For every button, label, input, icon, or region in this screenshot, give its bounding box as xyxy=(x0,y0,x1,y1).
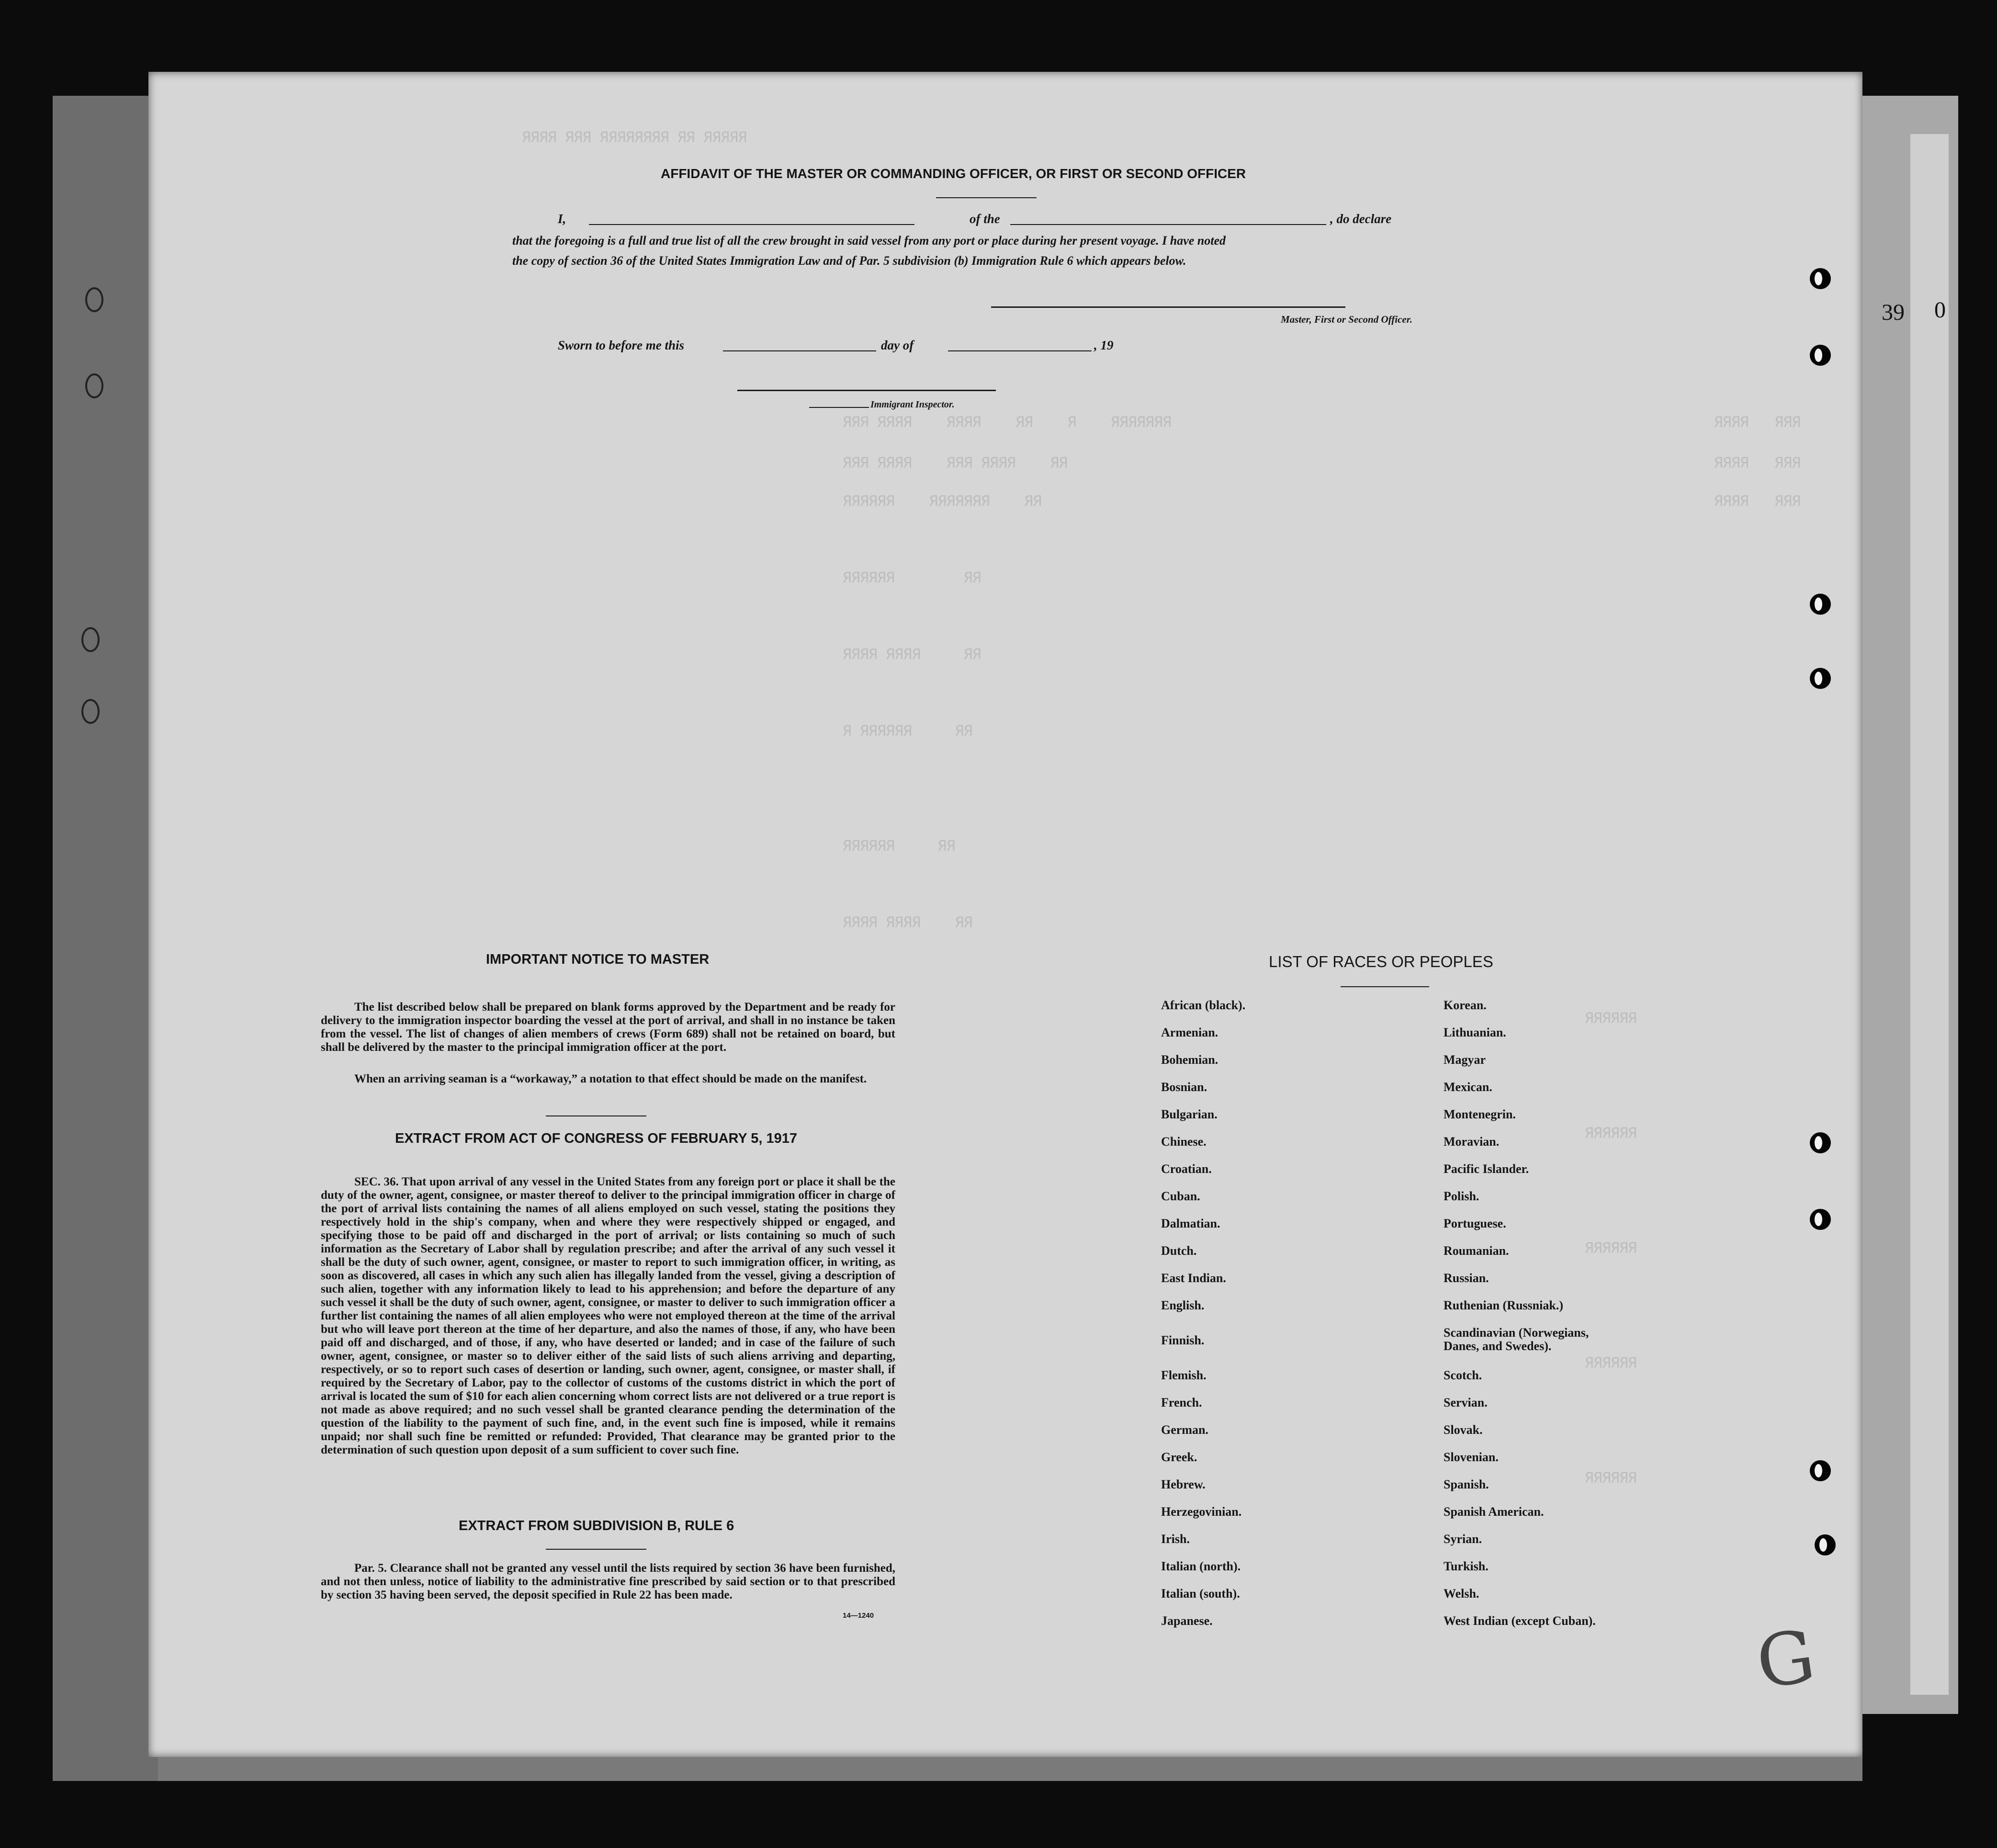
right-sheet-strip xyxy=(1910,134,1949,1695)
race-left-item: Chinese. xyxy=(1161,1135,1207,1149)
race-right-item: Syrian. xyxy=(1444,1532,1482,1546)
race-left-item: Bohemian. xyxy=(1161,1053,1219,1067)
handwritten-mark: G xyxy=(1751,1614,1820,1705)
extract-act-body: SEC. 36. That upon arrival of any vessel in the United States from any foreign port or place it shall be the duty of the owner, agent, consignee, or master thereof to deliver to the principal immigration officer in charge of the port of arrival lists containing the names of all aliens employed on such vessel, stating the positions they respectively hold in the ship's company, when and where they were respectively shipped or engaged, and specifying those to be paid off and discharged in the port of arrival; or lists containing so much of such information as the Secretary of Labor shall by regulation prescribe; and after the arrival of any such vessel it shall be the duty of such owner, agent, consignee, or master to report to such immigration officer, in writing, as soon as discovered, all cases in which any such alien has illegally landed from the vessel, giving a description of such alien, together with any information likely to lead to his apprehension; and before the departure of any such vessel it shall be the duty of such owner, agent, consignee, or master to deliver to such immigration officer a further list containing the names of all alien employees who were not employed thereon at the time of the arrival but who will leave port thereon at the time of her departure, and also the names of those, if any, who have been paid off and discharged, and of those, if any, who have deserted or landed; and in case of the failure of such owner, agent, consignee, or master so to deliver either of the said lists of such aliens arriving and departing, respectively, or so to report such cases of desertion or landing, such owner, agent, consignee, or master shall, if required by the Secretary of Labor, pay to the collector of customs of the customs district in which the port of arrival is located the sum of $10 for each alien concerning whom correct lists are not delivered or a true report is not made as above required; and no such vessel shall be granted clearance pending the determination of the question of the liability to the payment of such fine, and, in the event such fine is imposed, while it remains unpaid; nor shall such fine be remitted or refunded: Provided, That clearance may be granted prior to the determination of such question upon deposit of a sum sufficient to cover such fine. xyxy=(321,1175,895,1456)
form-number: 14—1240 xyxy=(843,1611,874,1620)
master-signature-line xyxy=(991,306,1345,308)
binder-ring-mark xyxy=(85,373,103,398)
bleed-through-text: ЯЯЯЯ ЯЯЯ xyxy=(1714,493,1801,510)
bleed-through-text: ЯЯЯЯ ЯЯЯ xyxy=(1714,414,1801,431)
bleed-through-text: ЯЯЯЯЯЯ xyxy=(1585,1470,1637,1487)
bleed-through-text: ЯЯЯ ЯЯЯЯ ЯЯЯ ЯЯЯЯ ЯЯ xyxy=(843,455,1068,472)
race-right-item: Korean. xyxy=(1444,998,1487,1012)
race-right-item: Polish. xyxy=(1444,1189,1479,1203)
race-left-item: Hebrew. xyxy=(1161,1477,1206,1491)
manifest-page xyxy=(148,72,1862,1757)
race-left-item: Greek. xyxy=(1161,1450,1197,1464)
sworn-label: Sworn to before me this xyxy=(558,338,685,352)
day-of-label: day of xyxy=(881,338,914,352)
race-left-item: Italian (north). xyxy=(1161,1559,1241,1573)
race-left-item: African (black). xyxy=(1161,998,1246,1012)
affidavit-line-1: that the foregoing is a full and true list of all the crew brought in said vessel from any port or place during her present voyage. I have noted xyxy=(512,234,1226,248)
year-label: , 19 xyxy=(1094,338,1114,352)
extract-rule-body: Par. 5. Clearance shall not be granted any vessel until the lists required by section 36 have been furnished, and not then unless, notice of liability to the administrative fine prescribed by said section or to that prescribed by section 35 having been served, the deposit specified in Rule 22 has been made. xyxy=(321,1562,895,1601)
notice-paragraph-2: When an arriving seaman is a “workaway,” a notation to that effect should be made on the manifest. xyxy=(354,1072,867,1085)
race-left-item: Dalmatian. xyxy=(1161,1217,1220,1230)
race-left-item: East Indian. xyxy=(1161,1271,1226,1285)
underlying-sheet-left xyxy=(53,96,158,1781)
punch-hole xyxy=(1810,345,1831,366)
race-right-item: Scotch. xyxy=(1444,1368,1482,1382)
section-divider xyxy=(546,1549,646,1550)
bleed-through-text: ЯЯЯЯЯЯ xyxy=(1585,1125,1637,1142)
race-left-item: Finnish. xyxy=(1161,1333,1205,1347)
race-left-item: Dutch. xyxy=(1161,1244,1197,1258)
master-signature-caption: Master, First or Second Officer. xyxy=(1281,314,1412,325)
race-right-item: Turkish. xyxy=(1444,1559,1489,1573)
notice-title: IMPORTANT NOTICE TO MASTER xyxy=(486,952,710,967)
race-left-item: Irish. xyxy=(1161,1532,1190,1546)
punch-hole xyxy=(1810,1209,1831,1230)
race-right-item: Spanish. xyxy=(1444,1477,1489,1491)
punch-hole xyxy=(1810,594,1831,615)
race-left-item: Bulgarian. xyxy=(1161,1107,1218,1121)
race-right-item: Slovenian. xyxy=(1444,1450,1499,1464)
notice-paragraph-1: The list described below shall be prepared on blank forms approved by the Department and be ready for delivery to the immigration inspector boarding the vessel at the port of arrival, and shall in no instance be taken from the vessel. The list of changes of alien members of crews (Form 689) shall not be retained on board, but shall be delivered by the master to the principal immigration officer at the port. xyxy=(321,1001,895,1054)
race-left-item: Armenian. xyxy=(1161,1025,1219,1039)
binder-ring-mark xyxy=(85,287,103,312)
race-right-item: Mexican. xyxy=(1444,1080,1492,1094)
race-left-item: French. xyxy=(1161,1396,1202,1409)
race-right-item: Montenegrin. xyxy=(1444,1107,1516,1121)
inspector-short-line xyxy=(809,407,869,408)
bleed-through-text: ЯЯЯЯ ЯЯЯ ЯЯЯЯЯЯЯЯ ЯЯ ЯЯЯЯЯ xyxy=(522,129,747,146)
bleed-through-text: ЯЯЯЯЯЯ xyxy=(1585,1010,1637,1027)
race-right-item: Welsh. xyxy=(1444,1587,1479,1600)
bleed-through-text: ЯЯЯЯЯЯ ЯЯЯЯЯЯЯ ЯЯ xyxy=(843,493,1042,510)
punch-hole xyxy=(1810,668,1831,689)
race-right-item: Portuguese. xyxy=(1444,1217,1506,1230)
punch-hole xyxy=(1810,1460,1831,1481)
race-left-item: Herzegovinian. xyxy=(1161,1505,1242,1519)
race-right-item: Servian. xyxy=(1444,1396,1488,1409)
bleed-through-text: ЯЯЯЯЯЯ ЯЯ xyxy=(843,570,981,586)
title-underline xyxy=(936,197,1037,198)
bleed-through-text: ЯЯЯЯЯЯ ЯЯ xyxy=(843,838,955,855)
extract-rule-title: EXTRACT FROM SUBDIVISION B, RULE 6 xyxy=(459,1518,734,1533)
race-left-item: German. xyxy=(1161,1423,1208,1437)
race-right-item: Scandinavian (Norwegians, Danes, and Swedes). xyxy=(1444,1326,1589,1353)
inspector-caption: Immigrant Inspector. xyxy=(870,399,955,410)
bleed-through-text: ЯЯЯЯ ЯЯЯЯ ЯЯ xyxy=(843,646,981,663)
vessel-blank-line xyxy=(1010,224,1326,225)
race-left-item: Croatian. xyxy=(1161,1162,1212,1176)
margin-digit: 0 xyxy=(1934,297,1946,323)
race-left-item: Italian (south). xyxy=(1161,1587,1240,1600)
binder-ring-mark xyxy=(81,699,100,724)
race-left-item: Cuban. xyxy=(1161,1189,1200,1203)
race-right-item: Pacific Islander. xyxy=(1444,1162,1529,1176)
race-right-item: Magyar xyxy=(1444,1053,1486,1067)
bleed-through-text: ЯЯЯЯ ЯЯЯ xyxy=(1714,455,1801,472)
affidavit-line-2: the copy of section 36 of the United States Immigration Law and of Par. 5 subdivision (b) Immigration Rule 6 which appears below. xyxy=(512,254,1186,268)
race-right-item: West Indian (except Cuban). xyxy=(1444,1614,1596,1628)
extract-act-title: EXTRACT FROM ACT OF CONGRESS OF FEBRUARY 5, 1917 xyxy=(395,1131,798,1146)
race-right-item: Lithuanian. xyxy=(1444,1025,1506,1039)
bleed-through-text: ЯЯЯЯЯЯ xyxy=(1585,1355,1637,1372)
bleed-through-text: Я ЯЯЯЯЯЯ ЯЯ xyxy=(843,723,972,740)
race-right-item: Spanish American. xyxy=(1444,1505,1544,1519)
affidavit-title: AFFIDAVIT OF THE MASTER OR COMMANDING OFFICER, OR FIRST OR SECOND OFFICER xyxy=(661,166,1246,181)
affidavit-declare-label: , do declare xyxy=(1330,212,1392,226)
affidavit-of-the-label: of the xyxy=(970,212,1000,226)
race-right-item: Moravian. xyxy=(1444,1135,1500,1149)
race-right-item: Russian. xyxy=(1444,1271,1489,1285)
binder-ring-mark xyxy=(81,627,100,652)
inspector-signature-line xyxy=(737,390,996,391)
punch-hole xyxy=(1815,1534,1836,1555)
race-right-item: Slovak. xyxy=(1444,1423,1483,1437)
sworn-day-line xyxy=(723,350,876,351)
race-right-item: Roumanian. xyxy=(1444,1244,1509,1258)
bleed-through-text: ЯЯЯЯЯЯ xyxy=(1585,1240,1637,1257)
sworn-month-line xyxy=(948,350,1092,351)
bleed-through-text: ЯЯЯ ЯЯЯЯ ЯЯЯЯ ЯЯ Я ЯЯЯЯЯЯЯ xyxy=(843,414,1172,431)
race-left-item: Bosnian. xyxy=(1161,1080,1207,1094)
race-left-item: Flemish. xyxy=(1161,1368,1207,1382)
races-title-underline xyxy=(1341,986,1429,987)
margin-number: 39 xyxy=(1882,300,1905,325)
race-left-item: English. xyxy=(1161,1298,1205,1312)
races-title: LIST OF RACES OR PEOPLES xyxy=(1269,953,1493,970)
bleed-through-text: ЯЯЯЯ ЯЯЯЯ ЯЯ xyxy=(843,914,972,931)
punch-hole xyxy=(1810,1132,1831,1153)
race-right-item: Ruthenian (Russniak.) xyxy=(1444,1298,1563,1312)
name-blank-line xyxy=(589,224,914,225)
punch-hole xyxy=(1810,268,1831,289)
race-left-item: Japanese. xyxy=(1161,1614,1213,1628)
affidavit-i-label: I, xyxy=(558,212,566,226)
